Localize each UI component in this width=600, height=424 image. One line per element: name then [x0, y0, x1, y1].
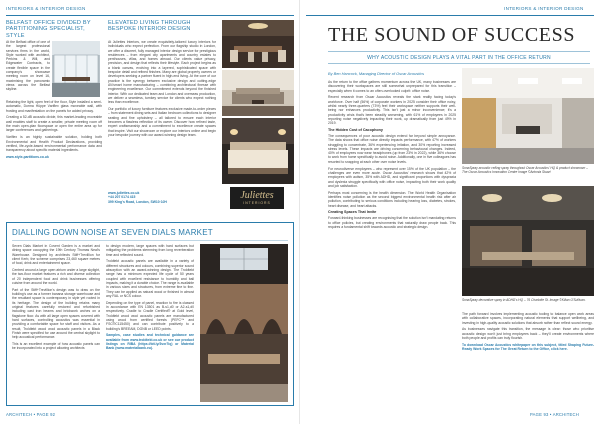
charlotte-st-photo — [462, 186, 594, 296]
caption-credit-2: Image ©Kilian O'Sullivan. — [549, 298, 586, 302]
article-headline-elevated: ELEVATED LIVING THROUGH BESPOKE INTERIOR DESIGN — [108, 20, 191, 33]
sound-col2: The path forward involves implementing acoustic tooling to balance open work areas with collaborative spaces, incorporating natural elements that support wellbeing, and investing in high-quality acoustic solutions that absorb rather than reflect sound energy. As businesses navigate this transition, the message is clear: those who prioritise acoustic design won't just bring employees back – they'll create environments where both people and profits can truly flourish. To download Oscar Acoustics whitepaper on this subject, titled Shaping Future-Ready Work Spaces for The Great Return to the Office, click here. — [462, 312, 594, 352]
office-photo — [52, 41, 100, 97]
belfast-body: Retaining the light, open feel of the floor, Style installed a semi-automatic, Dorma Hüppe Variflex glass moveable wall, with frosting and manifestation on the panels for added privacy. Creating a 52-dB acoustic divide, this market-leading moveable wall enables staff to create a smaller, private meeting room off the main open-plan floorspace or open the entire area up for larger conferences and gatherings. Variflex is an highly sustainable solution, holding both Environmental and Health Product Declarations, providing verified, life-cycle-based environmental performance data and transparency about specific material ingredients. www.style-partitions.co.uk — [6, 100, 102, 160]
sound-col1: As the return to the office gathers momentum across the UK, many businesses are discovering their workspaces are still somewhat unprepared for this transition – especially when it comes to an often-overlooked culprit: office noise. Recent research from Oscar Acoustics reveals the stark reality facing today's workforce. Over half (56%) of corporate workers in 2025 consider their office noisy, whilst nearly three-quarters (73%) feel their workspace neither supports their well-being nor enhances productivity. This isn't just a minor inconvenience; it's a productivity crisis that's been steadily worsening, with 61% of employees in 2025 reporting noise negatively impacting their work, up dramatically from just 49% in 2019. The Hidden Cost of Cacophony The consequences of poor acoustic design extend far beyond simple annoyance. The data shows that office noise directly impacts performance, with 47% of workers struggling to concentrate, 36% experiencing irritation, and 30% reporting increased stress levels. These impacts are driving concerning behavioural changes. Indeed, 40% of employees now wear headphones (up from 23% in 2022), while 36% choose to work from home specifically to avoid noise. Additionally, one in five colleagues has resorted to snapping at each other over noise levels. For neurodiverse employees – who represent over 15% of the UK population – the challenges are even more acute. Oscar Acoustics' research shows that 42% of employees with autism, 35% with ADHD, and significant proportions with dyspraxia and dyslexia struggle specifically with office noise, impacting both their work quality and job satisfaction. Perhaps most concerning is the health dimension. The World Health Organisation identifies noise pollution as the second biggest environmental health risk after air pollution, contributing to serious conditions including hearing loss, diabetes, strokes, heart disease, and heart attacks. Creating Spaces That Invite Forward-thinking businesses are recognising that the solution isn't mandating returns to office policies, but creating environments that naturally draw people back. This requires a fundamental shift towards acoustic and strategic design. — [328, 80, 456, 229]
whitepaper-link[interactable]: To download Oscar Acoustics whitepaper on this subject, titled Shaping Future-Ready Work Spaces for The Great Return to the Office, click here. — [462, 342, 594, 352]
box-rule — [12, 240, 288, 241]
caption-innovation-centre: SonaSpray acoustic ceiling spray throughout Oscar Acoustics' HQ & product showroom – The Oscar Acoustics Innovation Centre Image ©Antonia Stuart — [462, 166, 588, 174]
section-tag: INTERIORS & INTERIOR DESIGN — [6, 6, 86, 11]
subheadline-rule — [328, 63, 590, 64]
juliettes-body: At Juliettes Interiors, we create exquisitely-tailored luxury interiors for individuals who expect perfection. From our flagship studio in London, we offer a discreet, fully managed interior design service for prestigious residences – from elegant city apartments and country estates to penthouses, villas, and homes abroad. Our clients value privacy, precision, and design that reflects their lifestyle. Each project begins as a blank canvas, evolving into a layered, sophisticated space with bespoke detail and refined finishes. Many are global property owners or developers seeking a partner fluent in high-end living. At the core of our practice is the synergy between exclusive design and cutting-edge AV/smart home manufacturing – combining architectural finesse with engineering excellence. Our commitment extends beyond the finished interior. With our dedicated team and London and overseas production, we deliver a seamless, turnkey service for clients who expect nothing less than excellence. Our portfolio of luxury furniture features exclusive made-to-order pieces – from statement dining sets and Italian bedroom collections to designer seating and fine upholstery – all tailored to ensure each interior becomes a flawless reflection of its owner. Discover how refined taste, expert craftsmanship and a commitment to excellence create spaces that inspire. Visit our showroom or explore our interiors online and begin your bespoke journey with our award-winning design team. — [108, 40, 216, 137]
juliettes-contact[interactable]: www.juliettes.co.uk +44 207 0174 415 399 King's Road, London, SW10 0JH — [108, 191, 167, 204]
main-headline: THE SOUND OF SUCCESS — [328, 24, 576, 46]
seven-dials-col1: Seven Dials Market in Covent Garden is a market and dining space occupying the 19th Century Thomas Neal's Warehouse. Designed by architects Stiff+Trevillion for client Kerb, the scheme comprises 23,460 square metres of food, drink and entertainment space. Centred around a large open atrium under a large skylight, the two-floor market features a rich and diverse collection of 20 independent food and drink businesses offering cuisine from around the world. Part of the Stiff+Trevillion's design was to draw on the building's use as a former banana storage warehouse and the resultant space is contemporary in style yet rooted in its heritage. The design of the building retains many original features carefully restored and refurbished including cast iron beams and brickwork arches on a flagstone floor. As with all large open spaces covered with hard surfaces, controlling acoustics was essential in providing a comfortable space for staff and visitors. As a result, Troldtekt wood wool acoustic panels in a Black Finish were specified for use around the central skylight to help acoustical performance. This is an excellent example of how acoustic panels can be incorporated into a project allowing architects — [12, 244, 100, 351]
byline: By Ben Hancock, Managing Director of Oscar Acoustics — [328, 71, 425, 76]
header-rule — [6, 15, 294, 16]
market-photo — [200, 244, 288, 402]
innovation-centre-photo — [462, 68, 594, 164]
page-footer-right: PAGE 93 • ARCHITECH — [530, 412, 579, 417]
page-footer-left: ARCHITECH • PAGE 92 — [6, 412, 56, 417]
interior-photo-dining — [222, 20, 294, 68]
caption-credit: Image ©Antonia Stuart — [518, 170, 551, 174]
troldtekt-link[interactable]: Samples, case studies and technical guidance are available from www.troldtekt.co.uk or see our product listings on RIBA (https://bit.ly/3vxr7iq) or Material Bank (www.materialbank.eu). — [106, 333, 194, 351]
section-tag-right: INTERIORS & INTERIOR DESIGN — [504, 6, 584, 11]
interior-photo-living — [222, 70, 294, 116]
sub-heading-spaces: Creating Spaces That Invite — [328, 210, 377, 215]
interior-photo-bedroom — [222, 118, 294, 184]
article-headline-belfast: BELFAST OFFICE DIVIDED BY PARTITIONING SPECIALIST, STYLE — [6, 20, 91, 39]
sub-heading-cacophony: The Hidden Cost of Cacophony — [328, 128, 383, 133]
caption-charlotte-st: SonaSpray decorative spray in ADHD's HQ – 76 Charlotte St. Image ©Kilian O'Sullivan. — [462, 298, 586, 302]
juliettes-logo — [230, 187, 284, 209]
article-headline-seven-dials: DIALLING DOWN NOISE AT SEVEN DIALS MARKET — [12, 228, 213, 237]
seven-dials-col2: to design modern, large spaces with hard surfaces but mitigating the problems stemming from long reverberation time and reflected sound. Troldtekt acoustic panels are available in a variety of different structures and colours, combining superior sound absorption with an award-winning design. The Troldtekt range has a minimum expected life cycle of 50 years coupled with excellent resistance to humidity and ball impacts, making it a durable choice. The range is available in various sizes and structures, from extreme fine to fine. They can be applied as natural wood or finished in almost any RAL or NCS colour. Depending on the type of panel, reaction to fire is classed in accordance with EN 13501 as B-s1,d0 or A2-s1,d0 respectively. Cradle to Cradle Certified® at Gold level, Troldtekt wood wool acoustic panels are manufactured using wood from certified forests (PEFC™ and FSC®C115450) and can contribute positively to a building's BREEAM, DGNB or LEED points. Samples, case studies and technical guidance are available from www.troldtekt.co.uk or see our product listings on RIBA (https://bit.ly/3vxr7iq) or Material Bank (www.materialbank.eu). — [106, 244, 194, 351]
sub-headline: WHY ACOUSTIC DESIGN PLAYS A VITAL PART IN THE OFFICE RETURN — [367, 55, 551, 61]
juliettes-logo-name: Juliettes — [240, 190, 274, 201]
belfast-intro: At the Belfast office of one of the largest professional services firms in the world, Style worked with architect, Perkins & Will, and Edgewater Contracts, to create flexible space in the company's showcase meeting room on level 16, maximising the panoramic views across the Belfast skyline. — [6, 40, 50, 92]
headline-rule — [328, 51, 590, 52]
style-partitions-link[interactable]: www.style-partitions.co.uk — [6, 155, 49, 160]
juliettes-logo-sub: INTERIORS — [243, 201, 271, 205]
header-rule-right — [306, 15, 594, 16]
